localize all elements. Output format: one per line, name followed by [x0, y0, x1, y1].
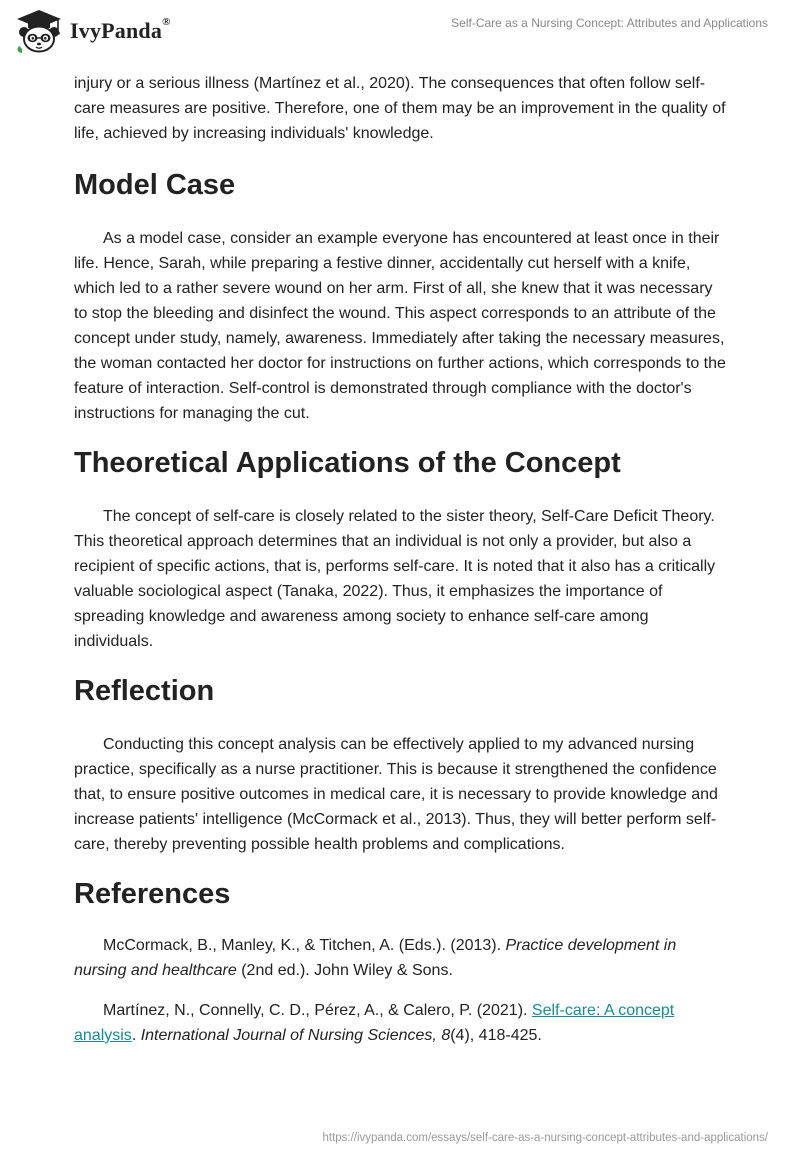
reference-item-martinez: Martínez, N., Connelly, C. D., Pérez, A., & Calero, P. (2021). Self-care: A concept analysis. International Journal of Nursing Sciences, 8(4), 418-425.	[74, 1002, 675, 1044]
essay-content	[74, 71, 726, 1063]
theoretical-applications-paragraph: The concept of self-care is closely related to the sister theory, Self-Care Deficit Theory. This theoretical approach determines that an individual is not only a provider, but also a recipient of specific actions, that is, performs self-care. It is noted that it also has a critically valuable sociological aspect (Tanaka, 2022). Thus, it emphasizes the importance of spreading knowledge and awareness among society to enhance self-care among individuals.	[74, 508, 716, 650]
panda-graduate-icon	[14, 8, 64, 54]
document-title: Self-Care as a Nursing Concept: Attributes and Applications	[451, 16, 768, 30]
brand-name: IvyPanda®	[70, 16, 171, 43]
heading-references: References	[74, 878, 231, 910]
footer-url: https://ivypanda.com/essays/self-care-as-a-nursing-concept-attributes-and-applications/	[322, 1132, 768, 1144]
heading-theoretical-applications: Theoretical Applications of the Concept	[74, 447, 621, 479]
reference-item-mccormack: McCormack, B., Manley, K., & Titchen, A. (Eds.). (2013). Practice development in nursing and healthcare (2nd ed.). John Wiley & Sons.	[74, 937, 677, 979]
heading-reflection: Reflection	[74, 675, 215, 707]
intro-paragraph: injury or a serious illness (Martínez et al., 2020). The consequences that often follow self-care measures are positive. Therefore, one of them may be an improvement in the quality of life, achieved by increasing individuals' knowledge.	[74, 75, 726, 142]
reference-link-self-care[interactable]: Self-care: A concept analysis	[74, 1002, 675, 1044]
model-case-paragraph: As a model case, consider an example everyone has encountered at least once in their life. Hence, Sarah, while preparing a festive dinner, accidentally cut herself with a knife, which led to a rather severe wound on her arm. First of all, she knew that it was necessary to stop the bleeding and disinfect the wound. This aspect corresponds to an attribute of the concept under study, namely, awareness. Immediately after taking the necessary measures, the woman contacted her doctor for instructions on further actions, which corresponds to the feature of interaction. Self-control is demonstrated through compliance with the doctor's instructions for managing the cut.	[74, 230, 726, 422]
heading-model-case: Model Case	[74, 169, 236, 201]
ivypanda-logo[interactable]	[14, 8, 171, 54]
page-header	[0, 0, 800, 62]
reflection-paragraph: Conducting this concept analysis can be effectively applied to my advanced nursing practice, specifically as a nurse practitioner. This is because it strengthened the confidence that, to ensure positive outcomes in medical care, it is necessary to provide knowledge and increase patients' intelligence (McCormack et al., 2013). Thus, they will better perform self-care, thereby preventing possible health problems and complications.	[74, 736, 718, 853]
